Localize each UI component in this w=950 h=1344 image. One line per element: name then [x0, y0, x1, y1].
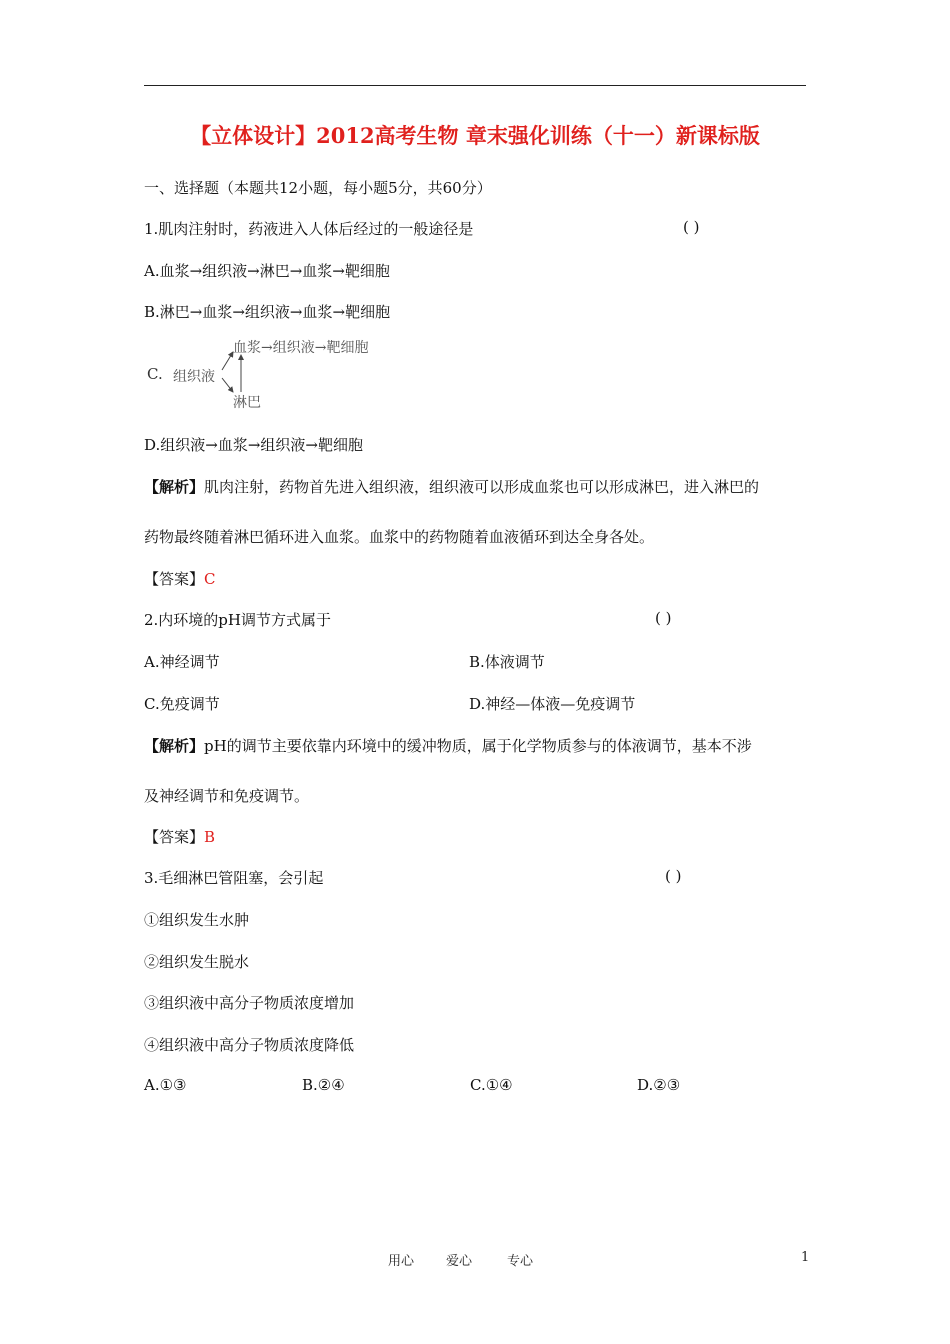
q1-answer-paren: ( )	[683, 218, 700, 236]
q1-analysis-line-2: 药物最终随着淋巴循环进入血浆。血浆中的药物随着血液循环到达全身各处。	[144, 528, 655, 546]
section-heading: 一、选择题（本题共12小题，每小题5分，共60分）	[144, 179, 492, 197]
q2-analysis-line-2: 及神经调节和免疫调节。	[144, 787, 310, 805]
diagram-path-top: 血浆→组织液→靶细胞	[233, 340, 369, 356]
q2-answer	[144, 826, 215, 847]
page-title: 【立体设计】2012高考生物 章末强化训练（十一）新课标版	[190, 123, 760, 148]
q2-analysis-line-1	[144, 735, 752, 756]
q3-option-a: A.①③	[144, 1076, 187, 1094]
diagram-node-tissue-fluid: 组织液	[173, 369, 215, 385]
q2-analysis-tag: 【解析】	[144, 737, 205, 755]
q3-item-1: ①组织发生水肿	[144, 911, 250, 929]
q1-answer-tag: 【答案】	[144, 570, 205, 588]
q2-option-b: B.体液调节	[469, 653, 545, 671]
q3-item-4: ④组织液中高分子物质浓度降低	[144, 1036, 355, 1054]
q1-option-c-label: C.	[147, 365, 163, 383]
q1-answer	[144, 568, 216, 589]
q3-option-d: D.②③	[637, 1076, 681, 1094]
q2-option-c: C.免疫调节	[144, 695, 220, 713]
diagram-node-lymph: 淋巴	[233, 395, 261, 411]
q1-option-b: B.淋巴→血浆→组织液→血浆→靶细胞	[144, 303, 391, 321]
q3-item-2: ②组织发生脱水	[144, 953, 250, 971]
q1-analysis-text-1: 肌肉注射，药物首先进入组织液，组织液可以形成血浆也可以形成淋巴，进入淋巴的	[204, 478, 760, 496]
q1-stem: 1.肌肉注射时，药液进入人体后经过的一般途径是	[144, 220, 474, 238]
q2-option-a: A.神经调节	[144, 653, 220, 671]
footer-text-1: 用心	[388, 1254, 415, 1269]
diagram-arrows	[140, 330, 420, 415]
q3-item-3: ③组织液中高分子物质浓度增加	[144, 994, 355, 1012]
q1-analysis-tag: 【解析】	[144, 478, 205, 496]
q1-answer-value: C	[204, 570, 216, 588]
q3-stem: 3.毛细淋巴管阻塞，会引起	[144, 869, 324, 887]
q1-option-d: D.组织液→血浆→组织液→靶细胞	[144, 436, 363, 454]
q2-stem: 2.内环境的pH调节方式属于	[144, 611, 331, 629]
q3-option-b: B.②④	[302, 1076, 345, 1094]
q2-analysis-text-1: pH的调节主要依靠内环境中的缓冲物质，属于化学物质参与的体液调节，基本不涉	[204, 737, 752, 755]
q1-option-a: A.血浆→组织液→淋巴→血浆→靶细胞	[144, 262, 390, 280]
q1-analysis-line-1	[144, 476, 759, 497]
q2-answer-value: B	[204, 828, 216, 846]
q3-answer-paren: ( )	[665, 867, 682, 885]
page-number: 1	[801, 1250, 810, 1265]
footer-text-3: 专心	[507, 1254, 534, 1269]
footer-text-2: 爱心	[446, 1254, 473, 1269]
q3-option-c: C.①④	[470, 1076, 513, 1094]
q2-answer-tag: 【答案】	[144, 828, 205, 846]
q1-option-c-diagram	[140, 330, 420, 415]
header-rule	[144, 85, 806, 86]
q2-option-d: D.神经—体液—免疫调节	[469, 695, 636, 713]
q2-answer-paren: ( )	[655, 609, 672, 627]
